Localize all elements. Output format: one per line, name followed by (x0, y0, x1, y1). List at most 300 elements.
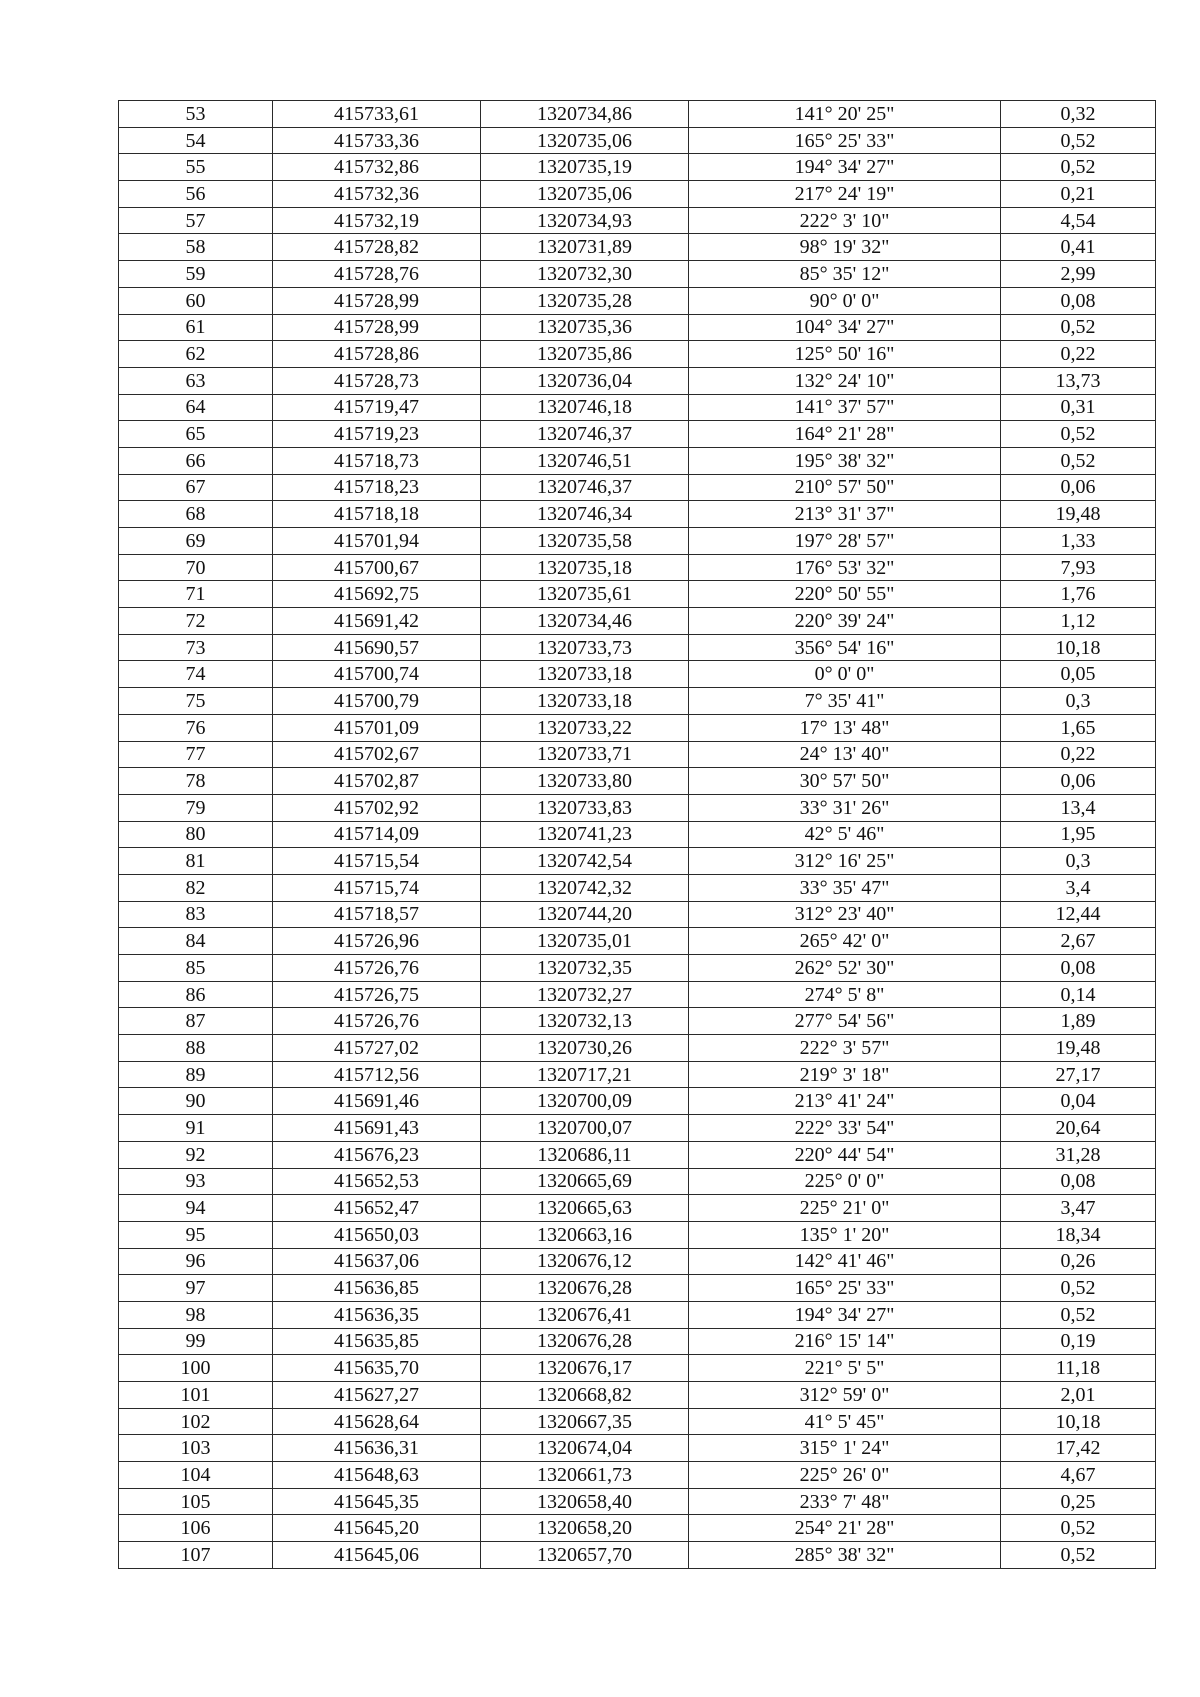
direction-angle: 213° 31' 37" (689, 501, 1001, 528)
table-row (119, 367, 1156, 394)
distance: 0,04 (1001, 1088, 1156, 1115)
distance: 0,52 (1001, 1301, 1156, 1328)
y-coordinate: 1320735,28 (481, 287, 689, 314)
y-coordinate: 1320742,32 (481, 874, 689, 901)
x-coordinate: 415645,06 (273, 1542, 481, 1569)
direction-angle: 217° 24' 19" (689, 181, 1001, 208)
distance: 0,41 (1001, 234, 1156, 261)
y-coordinate: 1320733,73 (481, 634, 689, 661)
direction-angle: 33° 35' 47" (689, 874, 1001, 901)
distance: 0,52 (1001, 1515, 1156, 1542)
table-row (119, 447, 1156, 474)
y-coordinate: 1320746,37 (481, 474, 689, 501)
point-number: 80 (119, 821, 273, 848)
y-coordinate: 1320661,73 (481, 1462, 689, 1489)
direction-angle: 141° 37' 57" (689, 394, 1001, 421)
distance: 0,52 (1001, 1542, 1156, 1569)
direction-angle: 222° 33' 54" (689, 1115, 1001, 1142)
x-coordinate: 415691,43 (273, 1115, 481, 1142)
distance: 1,76 (1001, 581, 1156, 608)
y-coordinate: 1320734,93 (481, 207, 689, 234)
y-coordinate: 1320733,18 (481, 688, 689, 715)
x-coordinate: 415728,86 (273, 341, 481, 368)
point-number: 91 (119, 1115, 273, 1142)
table-row (119, 154, 1156, 181)
y-coordinate: 1320744,20 (481, 901, 689, 928)
direction-angle: 165° 25' 33" (689, 127, 1001, 154)
y-coordinate: 1320676,12 (481, 1248, 689, 1275)
x-coordinate: 415645,20 (273, 1515, 481, 1542)
x-coordinate: 415701,94 (273, 528, 481, 555)
point-number: 55 (119, 154, 273, 181)
x-coordinate: 415701,09 (273, 714, 481, 741)
point-number: 72 (119, 608, 273, 635)
y-coordinate: 1320676,28 (481, 1328, 689, 1355)
point-number: 82 (119, 874, 273, 901)
distance: 19,48 (1001, 501, 1156, 528)
table-row (119, 314, 1156, 341)
x-coordinate: 415702,92 (273, 794, 481, 821)
distance: 0,14 (1001, 981, 1156, 1008)
direction-angle: 33° 31' 26" (689, 794, 1001, 821)
table-row (119, 341, 1156, 368)
direction-angle: 104° 34' 27" (689, 314, 1001, 341)
direction-angle: 265° 42' 0" (689, 928, 1001, 955)
distance: 0,52 (1001, 1275, 1156, 1302)
point-number: 95 (119, 1221, 273, 1248)
table-row (119, 1061, 1156, 1088)
x-coordinate: 415702,87 (273, 768, 481, 795)
distance: 0,52 (1001, 421, 1156, 448)
direction-angle: 216° 15' 14" (689, 1328, 1001, 1355)
x-coordinate: 415726,76 (273, 955, 481, 982)
direction-angle: 274° 5' 8" (689, 981, 1001, 1008)
table-row (119, 1141, 1156, 1168)
point-number: 70 (119, 554, 273, 581)
y-coordinate: 1320733,71 (481, 741, 689, 768)
x-coordinate: 415733,36 (273, 127, 481, 154)
x-coordinate: 415650,03 (273, 1221, 481, 1248)
direction-angle: 277° 54' 56" (689, 1008, 1001, 1035)
y-coordinate: 1320732,27 (481, 981, 689, 1008)
table-row (119, 1515, 1156, 1542)
y-coordinate: 1320734,86 (481, 101, 689, 128)
point-number: 94 (119, 1195, 273, 1222)
point-number: 101 (119, 1382, 273, 1409)
x-coordinate: 415728,99 (273, 287, 481, 314)
point-number: 73 (119, 634, 273, 661)
x-coordinate: 415718,57 (273, 901, 481, 928)
y-coordinate: 1320700,09 (481, 1088, 689, 1115)
table-row (119, 741, 1156, 768)
y-coordinate: 1320733,18 (481, 661, 689, 688)
direction-angle: 42° 5' 46" (689, 821, 1001, 848)
x-coordinate: 415691,46 (273, 1088, 481, 1115)
distance: 0,22 (1001, 741, 1156, 768)
table-row (119, 554, 1156, 581)
coordinates-table-body (119, 101, 1156, 1569)
direction-angle: 195° 38' 32" (689, 447, 1001, 474)
direction-angle: 194° 34' 27" (689, 1301, 1001, 1328)
distance: 0,08 (1001, 1168, 1156, 1195)
point-number: 74 (119, 661, 273, 688)
x-coordinate: 415718,18 (273, 501, 481, 528)
direction-angle: 7° 35' 41" (689, 688, 1001, 715)
x-coordinate: 415732,19 (273, 207, 481, 234)
y-coordinate: 1320730,26 (481, 1035, 689, 1062)
distance: 0,52 (1001, 447, 1156, 474)
x-coordinate: 415636,85 (273, 1275, 481, 1302)
y-coordinate: 1320746,18 (481, 394, 689, 421)
x-coordinate: 415645,35 (273, 1488, 481, 1515)
point-number: 58 (119, 234, 273, 261)
y-coordinate: 1320734,46 (481, 608, 689, 635)
y-coordinate: 1320676,41 (481, 1301, 689, 1328)
distance: 0,21 (1001, 181, 1156, 208)
direction-angle: 30° 57' 50" (689, 768, 1001, 795)
x-coordinate: 415636,31 (273, 1435, 481, 1462)
table-row (119, 261, 1156, 288)
distance: 0,25 (1001, 1488, 1156, 1515)
table-row (119, 768, 1156, 795)
distance: 11,18 (1001, 1355, 1156, 1382)
distance: 1,89 (1001, 1008, 1156, 1035)
point-number: 71 (119, 581, 273, 608)
table-row (119, 1542, 1156, 1569)
point-number: 87 (119, 1008, 273, 1035)
direction-angle: 220° 39' 24" (689, 608, 1001, 635)
y-coordinate: 1320746,51 (481, 447, 689, 474)
distance: 0,19 (1001, 1328, 1156, 1355)
distance: 19,48 (1001, 1035, 1156, 1062)
x-coordinate: 415718,23 (273, 474, 481, 501)
y-coordinate: 1320735,18 (481, 554, 689, 581)
x-coordinate: 415700,67 (273, 554, 481, 581)
point-number: 63 (119, 367, 273, 394)
distance: 4,67 (1001, 1462, 1156, 1489)
x-coordinate: 415700,74 (273, 661, 481, 688)
direction-angle: 222° 3' 10" (689, 207, 1001, 234)
x-coordinate: 415728,99 (273, 314, 481, 341)
direction-angle: 165° 25' 33" (689, 1275, 1001, 1302)
direction-angle: 98° 19' 32" (689, 234, 1001, 261)
y-coordinate: 1320668,82 (481, 1382, 689, 1409)
point-number: 83 (119, 901, 273, 928)
point-number: 54 (119, 127, 273, 154)
point-number: 68 (119, 501, 273, 528)
x-coordinate: 415676,23 (273, 1141, 481, 1168)
direction-angle: 176° 53' 32" (689, 554, 1001, 581)
x-coordinate: 415636,35 (273, 1301, 481, 1328)
distance: 3,47 (1001, 1195, 1156, 1222)
table-row (119, 1462, 1156, 1489)
point-number: 102 (119, 1408, 273, 1435)
point-number: 53 (119, 101, 273, 128)
distance: 0,26 (1001, 1248, 1156, 1275)
point-number: 93 (119, 1168, 273, 1195)
y-coordinate: 1320674,04 (481, 1435, 689, 1462)
x-coordinate: 415728,82 (273, 234, 481, 261)
distance: 31,28 (1001, 1141, 1156, 1168)
direction-angle: 222° 3' 57" (689, 1035, 1001, 1062)
x-coordinate: 415732,86 (273, 154, 481, 181)
table-row (119, 1301, 1156, 1328)
direction-angle: 312° 23' 40" (689, 901, 1001, 928)
y-coordinate: 1320731,89 (481, 234, 689, 261)
distance: 0,31 (1001, 394, 1156, 421)
table-row (119, 794, 1156, 821)
coordinates-table (118, 100, 1156, 1569)
direction-angle: 135° 1' 20" (689, 1221, 1001, 1248)
table-row (119, 1195, 1156, 1222)
x-coordinate: 415727,02 (273, 1035, 481, 1062)
point-number: 104 (119, 1462, 273, 1489)
y-coordinate: 1320735,86 (481, 341, 689, 368)
table-row (119, 181, 1156, 208)
table-row (119, 394, 1156, 421)
table-row (119, 821, 1156, 848)
direction-angle: 125° 50' 16" (689, 341, 1001, 368)
point-number: 56 (119, 181, 273, 208)
point-number: 76 (119, 714, 273, 741)
direction-angle: 17° 13' 48" (689, 714, 1001, 741)
x-coordinate: 415635,70 (273, 1355, 481, 1382)
table-row (119, 421, 1156, 448)
table-row (119, 661, 1156, 688)
x-coordinate: 415628,64 (273, 1408, 481, 1435)
y-coordinate: 1320735,61 (481, 581, 689, 608)
y-coordinate: 1320742,54 (481, 848, 689, 875)
distance: 1,33 (1001, 528, 1156, 555)
table-row (119, 501, 1156, 528)
distance: 0,08 (1001, 287, 1156, 314)
table-row (119, 874, 1156, 901)
x-coordinate: 415719,47 (273, 394, 481, 421)
y-coordinate: 1320686,11 (481, 1141, 689, 1168)
x-coordinate: 415719,23 (273, 421, 481, 448)
distance: 0,52 (1001, 314, 1156, 341)
direction-angle: 220° 50' 55" (689, 581, 1001, 608)
distance: 27,17 (1001, 1061, 1156, 1088)
distance: 10,18 (1001, 634, 1156, 661)
direction-angle: 90° 0' 0" (689, 287, 1001, 314)
table-row (119, 1088, 1156, 1115)
point-number: 57 (119, 207, 273, 234)
point-number: 98 (119, 1301, 273, 1328)
point-number: 61 (119, 314, 273, 341)
direction-angle: 0° 0' 0" (689, 661, 1001, 688)
y-coordinate: 1320735,06 (481, 181, 689, 208)
point-number: 103 (119, 1435, 273, 1462)
direction-angle: 85° 35' 12" (689, 261, 1001, 288)
direction-angle: 254° 21' 28" (689, 1515, 1001, 1542)
point-number: 81 (119, 848, 273, 875)
point-number: 65 (119, 421, 273, 448)
direction-angle: 225° 0' 0" (689, 1168, 1001, 1195)
direction-angle: 197° 28' 57" (689, 528, 1001, 555)
point-number: 77 (119, 741, 273, 768)
table-row (119, 634, 1156, 661)
y-coordinate: 1320665,63 (481, 1195, 689, 1222)
point-number: 60 (119, 287, 273, 314)
x-coordinate: 415690,57 (273, 634, 481, 661)
point-number: 107 (119, 1542, 273, 1569)
table-row (119, 234, 1156, 261)
table-row (119, 1115, 1156, 1142)
distance: 0,3 (1001, 848, 1156, 875)
direction-angle: 219° 3' 18" (689, 1061, 1001, 1088)
y-coordinate: 1320732,13 (481, 1008, 689, 1035)
point-number: 67 (119, 474, 273, 501)
table-row (119, 1035, 1156, 1062)
x-coordinate: 415733,61 (273, 101, 481, 128)
direction-angle: 285° 38' 32" (689, 1542, 1001, 1569)
y-coordinate: 1320741,23 (481, 821, 689, 848)
point-number: 79 (119, 794, 273, 821)
point-number: 62 (119, 341, 273, 368)
x-coordinate: 415732,36 (273, 181, 481, 208)
direction-angle: 24° 13' 40" (689, 741, 1001, 768)
distance: 2,67 (1001, 928, 1156, 955)
x-coordinate: 415718,73 (273, 447, 481, 474)
direction-angle: 164° 21' 28" (689, 421, 1001, 448)
direction-angle: 262° 52' 30" (689, 955, 1001, 982)
point-number: 86 (119, 981, 273, 1008)
y-coordinate: 1320658,20 (481, 1515, 689, 1542)
table-row (119, 1008, 1156, 1035)
distance: 1,12 (1001, 608, 1156, 635)
direction-angle: 41° 5' 45" (689, 1408, 1001, 1435)
table-row (119, 848, 1156, 875)
point-number: 97 (119, 1275, 273, 1302)
direction-angle: 141° 20' 25" (689, 101, 1001, 128)
point-number: 90 (119, 1088, 273, 1115)
direction-angle: 220° 44' 54" (689, 1141, 1001, 1168)
x-coordinate: 415726,75 (273, 981, 481, 1008)
distance: 18,34 (1001, 1221, 1156, 1248)
y-coordinate: 1320667,35 (481, 1408, 689, 1435)
y-coordinate: 1320733,83 (481, 794, 689, 821)
y-coordinate: 1320717,21 (481, 1061, 689, 1088)
distance: 0,52 (1001, 127, 1156, 154)
distance: 2,99 (1001, 261, 1156, 288)
direction-angle: 221° 5' 5" (689, 1355, 1001, 1382)
table-row (119, 1408, 1156, 1435)
x-coordinate: 415712,56 (273, 1061, 481, 1088)
table-row (119, 608, 1156, 635)
table-row (119, 127, 1156, 154)
x-coordinate: 415726,76 (273, 1008, 481, 1035)
point-number: 100 (119, 1355, 273, 1382)
point-number: 69 (119, 528, 273, 555)
x-coordinate: 415728,76 (273, 261, 481, 288)
distance: 7,93 (1001, 554, 1156, 581)
direction-angle: 225° 26' 0" (689, 1462, 1001, 1489)
y-coordinate: 1320676,17 (481, 1355, 689, 1382)
distance: 0,3 (1001, 688, 1156, 715)
table-row (119, 101, 1156, 128)
point-number: 84 (119, 928, 273, 955)
table-row (119, 688, 1156, 715)
y-coordinate: 1320735,36 (481, 314, 689, 341)
y-coordinate: 1320733,22 (481, 714, 689, 741)
table-row (119, 1435, 1156, 1462)
table-row (119, 1355, 1156, 1382)
table-row (119, 928, 1156, 955)
point-number: 96 (119, 1248, 273, 1275)
table-row (119, 714, 1156, 741)
y-coordinate: 1320700,07 (481, 1115, 689, 1142)
point-number: 92 (119, 1141, 273, 1168)
x-coordinate: 415728,73 (273, 367, 481, 394)
y-coordinate: 1320736,04 (481, 367, 689, 394)
table-row (119, 1168, 1156, 1195)
y-coordinate: 1320746,34 (481, 501, 689, 528)
table-row (119, 287, 1156, 314)
table-row (119, 1248, 1156, 1275)
point-number: 59 (119, 261, 273, 288)
point-number: 106 (119, 1515, 273, 1542)
y-coordinate: 1320665,69 (481, 1168, 689, 1195)
direction-angle: 210° 57' 50" (689, 474, 1001, 501)
distance: 0,05 (1001, 661, 1156, 688)
point-number: 89 (119, 1061, 273, 1088)
x-coordinate: 415652,53 (273, 1168, 481, 1195)
y-coordinate: 1320658,40 (481, 1488, 689, 1515)
x-coordinate: 415715,74 (273, 874, 481, 901)
direction-angle: 132° 24' 10" (689, 367, 1001, 394)
x-coordinate: 415627,27 (273, 1382, 481, 1409)
x-coordinate: 415635,85 (273, 1328, 481, 1355)
y-coordinate: 1320733,80 (481, 768, 689, 795)
y-coordinate: 1320732,35 (481, 955, 689, 982)
distance: 3,4 (1001, 874, 1156, 901)
direction-angle: 194° 34' 27" (689, 154, 1001, 181)
table-row (119, 1382, 1156, 1409)
direction-angle: 233° 7' 48" (689, 1488, 1001, 1515)
table-row (119, 474, 1156, 501)
point-number: 66 (119, 447, 273, 474)
direction-angle: 142° 41' 46" (689, 1248, 1001, 1275)
y-coordinate: 1320732,30 (481, 261, 689, 288)
distance: 0,22 (1001, 341, 1156, 368)
point-number: 88 (119, 1035, 273, 1062)
y-coordinate: 1320735,58 (481, 528, 689, 555)
distance: 1,65 (1001, 714, 1156, 741)
point-number: 78 (119, 768, 273, 795)
distance: 13,4 (1001, 794, 1156, 821)
x-coordinate: 415637,06 (273, 1248, 481, 1275)
distance: 17,42 (1001, 1435, 1156, 1462)
distance: 2,01 (1001, 1382, 1156, 1409)
point-number: 99 (119, 1328, 273, 1355)
direction-angle: 213° 41' 24" (689, 1088, 1001, 1115)
y-coordinate: 1320746,37 (481, 421, 689, 448)
table-row (119, 901, 1156, 928)
y-coordinate: 1320735,01 (481, 928, 689, 955)
x-coordinate: 415726,96 (273, 928, 481, 955)
y-coordinate: 1320735,19 (481, 154, 689, 181)
distance: 12,44 (1001, 901, 1156, 928)
distance: 4,54 (1001, 207, 1156, 234)
table-row (119, 581, 1156, 608)
direction-angle: 315° 1' 24" (689, 1435, 1001, 1462)
table-row (119, 1328, 1156, 1355)
table-row (119, 955, 1156, 982)
table-row (119, 1488, 1156, 1515)
x-coordinate: 415700,79 (273, 688, 481, 715)
distance: 0,08 (1001, 955, 1156, 982)
